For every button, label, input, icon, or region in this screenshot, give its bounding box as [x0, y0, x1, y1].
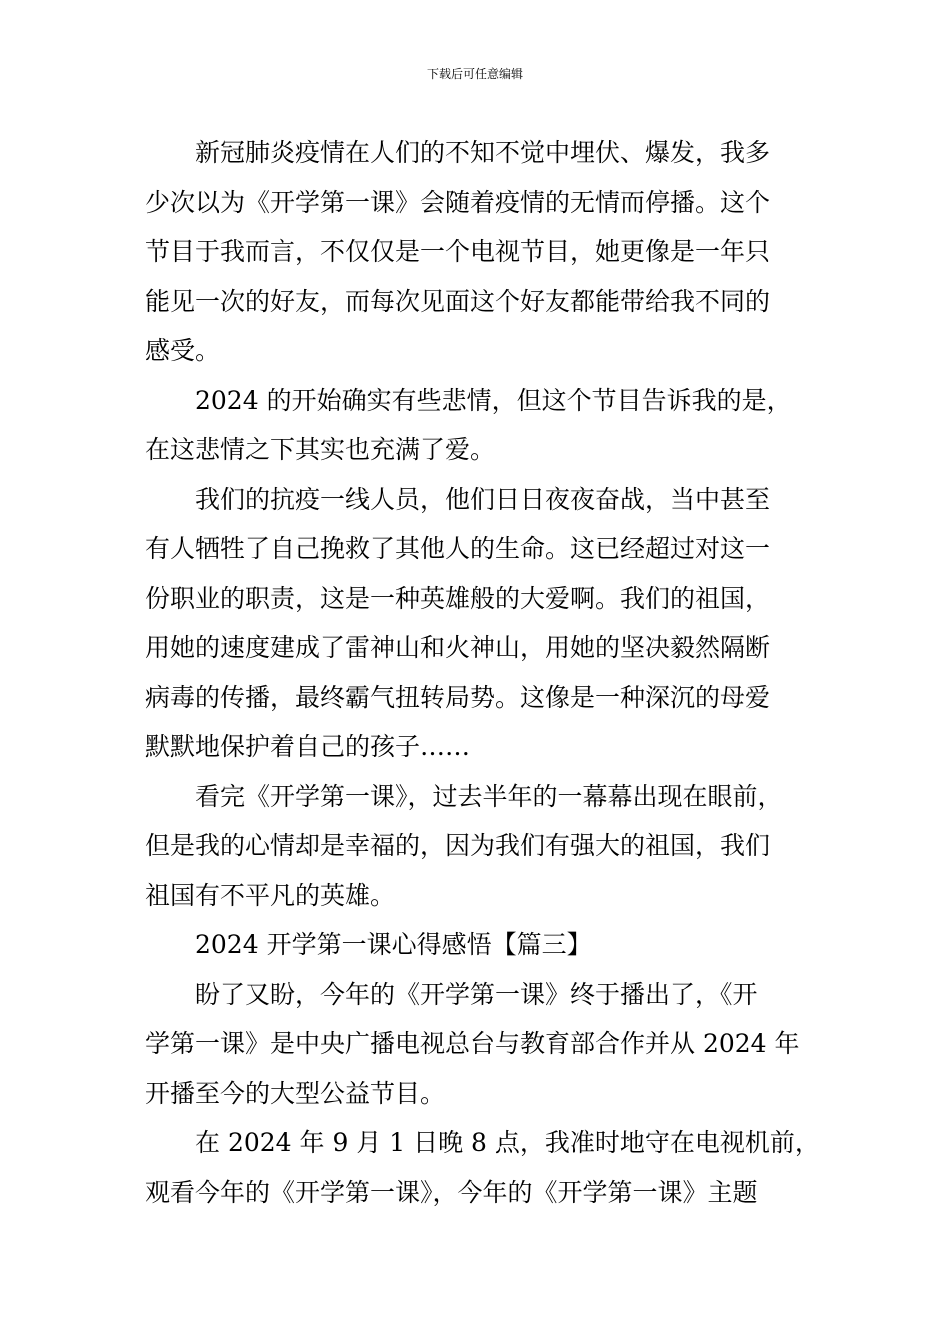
- text-line: 少次以为《开学第一课》会随着疫情的无情而停播。这个: [145, 187, 771, 217]
- text-line: 学第一课》是中央广播电视总台与教育部合作并从 2024 年: [145, 1029, 800, 1058]
- text-line: 看完《开学第一课》，过去半年的一幕幕出现在眼前，: [195, 781, 783, 811]
- text-line: 病毒的传播，最终霸气扭转局势。这像是一种深沉的母爱: [145, 682, 771, 712]
- text-line: 能见一次的好友，而每次见面这个好友都能带给我不同的: [145, 286, 771, 316]
- paragraph: [145, 772, 817, 921]
- text-line: 开播至今的大型公益节目。: [145, 1078, 446, 1108]
- paragraph: [145, 376, 817, 475]
- paragraph: [145, 970, 817, 1119]
- text-line: 用她的速度建成了雷神山和火神山，用她的坚决毅然隔断: [145, 633, 771, 662]
- text-line: 盼了又盼，今年的《开学第一课》终于播出了，《开: [195, 979, 758, 1009]
- paragraph: [145, 1118, 820, 1217]
- text-line: 感受。: [145, 336, 221, 365]
- text-line: 默默地保护着自己的孩子……: [145, 732, 471, 761]
- text-line: 有人牺牲了自己挽救了其他人的生命。这已经超过对这一: [145, 534, 771, 563]
- text-line: 在这悲情之下其实也充满了爱。: [145, 435, 496, 464]
- section-heading: [145, 920, 817, 970]
- document-body: [145, 128, 820, 1217]
- paragraph: [145, 128, 817, 376]
- text-line: 我们的抗疫一线人员，他们日日夜夜奋战，当中甚至: [195, 484, 771, 514]
- page-header-note: 下载后可任意编辑: [426, 67, 523, 81]
- text-line: 祖国有不平凡的英雄。: [145, 880, 396, 910]
- text-line: 2024 的开始确实有些悲情，但这个节目告诉我的是，: [195, 385, 792, 415]
- text-line: 观看今年的《开学第一课》，今年的《开学第一课》主题: [145, 1177, 758, 1207]
- text-line: 但是我的心情却是幸福的，因为我们有强大的祖国，我们: [145, 831, 771, 860]
- text-line: 节目于我而言，不仅仅是一个电视节目，她更像是一年只: [145, 237, 771, 266]
- text-line: 份职业的职责，这是一种英雄般的大爱啊。我们的祖国，: [145, 583, 771, 613]
- text-line: 在 2024 年 9 月 1 日晚 8 点，我准时地守在电视机前，: [195, 1128, 820, 1157]
- paragraph: [145, 475, 817, 772]
- section-heading-text: 2024 开学第一课心得感悟【篇三】: [195, 930, 592, 959]
- text-line: 新冠肺炎疫情在人们的不知不觉中埋伏、爆发，我多: [195, 138, 771, 167]
